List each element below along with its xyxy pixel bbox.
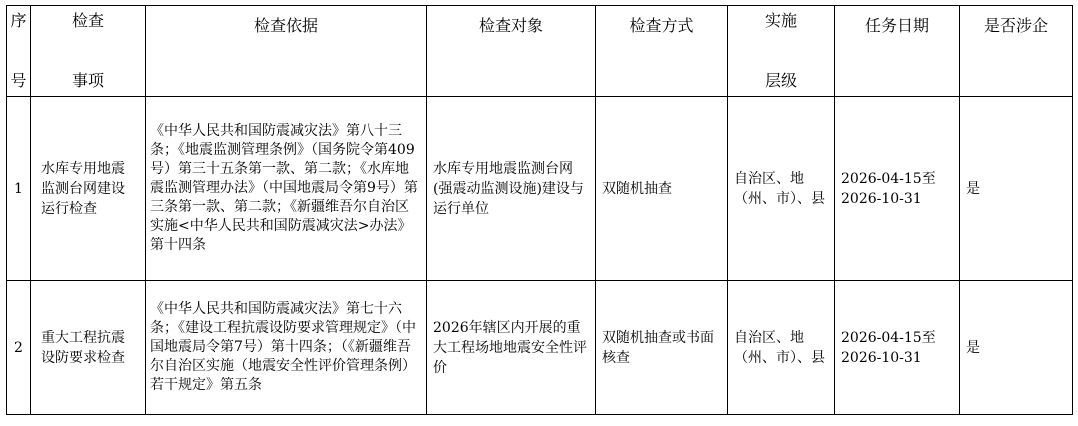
header-row <box>7 6 1073 97</box>
header-item-line1: 检查 <box>71 11 104 30</box>
header-secret: 是否涉企 <box>960 6 1073 97</box>
header-seq-line1: 序 <box>10 11 27 30</box>
row-date: 2026-04-15至2026-10-31 <box>835 97 960 281</box>
table-row <box>7 97 1073 281</box>
row-item: 重大工程抗震设防要求检查 <box>31 281 146 415</box>
table-row <box>7 281 1073 415</box>
row-secret: 是 <box>960 97 1073 281</box>
header-object: 检查对象 <box>427 6 596 97</box>
header-item-line2: 事项 <box>71 71 104 90</box>
row-level: 自治区、地（州、市）、县 <box>728 281 835 415</box>
header-seq <box>7 6 31 97</box>
row-item: 水库专用地震监测台网建设运行检查 <box>31 97 146 281</box>
inspection-table <box>6 5 1073 415</box>
header-basis: 检查依据 <box>146 6 427 97</box>
row-seq: 2 <box>7 281 31 415</box>
row-secret: 是 <box>960 281 1073 415</box>
row-basis: 《中华人民共和国防震减灾法》第八十三条；《地震监测管理条例》（国务院令第409号）第三十五条第一款、第二款；《水库地震监测管理办法》（中国地震局令第9号）第三条第一款、第二款；《新疆维吾尔自治区实施<中华人民共和国防震减灾法>办法》第十四条 <box>146 97 427 281</box>
header-level-line2: 层级 <box>764 71 797 90</box>
header-seq-line2: 号 <box>10 71 27 90</box>
row-seq: 1 <box>7 97 31 281</box>
row-date: 2026-04-15至2026-10-31 <box>835 281 960 415</box>
header-level-line1: 实施 <box>764 11 797 30</box>
row-basis: 《中华人民共和国防震减灾法》第七十六条；《建设工程抗震设防要求管理规定》（中国地震局令第7号）第十四条；（《新疆维吾尔自治区实施（地震安全性评价管理条例）若干规定》第五条 <box>146 281 427 415</box>
row-object: 2026年辖区内开展的重大工程场地地震安全性评价 <box>427 281 596 415</box>
row-object: 水库专用地震监测台网(强震动监测设施)建设与运行单位 <box>427 97 596 281</box>
row-method: 双随机抽查 <box>596 97 728 281</box>
header-date: 任务日期 <box>835 6 960 97</box>
header-method: 检查方式 <box>596 6 728 97</box>
row-level: 自治区、地（州、市）、县 <box>728 97 835 281</box>
row-method: 双随机抽查或书面核查 <box>596 281 728 415</box>
header-level <box>728 6 835 97</box>
header-item <box>31 6 146 97</box>
